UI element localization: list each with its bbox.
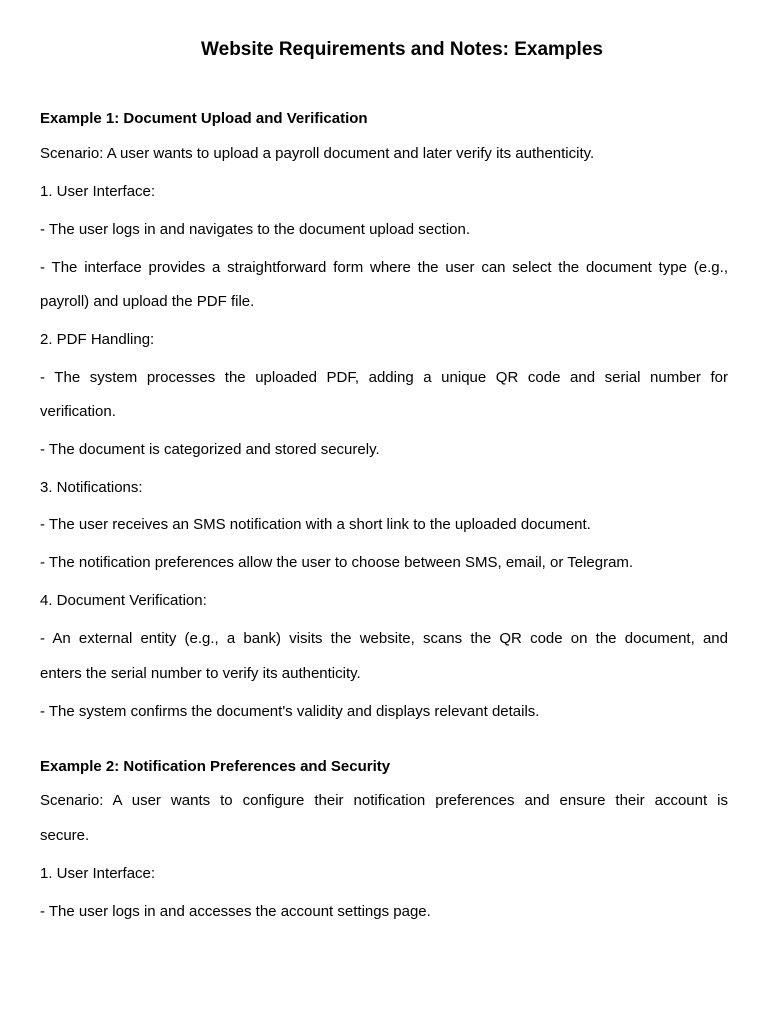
document-title: Website Requirements and Notes: Examples (201, 39, 603, 60)
example-1-section-2-item-1-line-2: verification. (40, 403, 116, 420)
example-1-section-2-title: 2. PDF Handling: (40, 331, 155, 348)
example-1-section-3-item-2: - The notification preferences allow the user to choose between SMS, email, or Telegram. (40, 554, 634, 571)
example-1-section-4-item-1-line-2: enters the serial number to verify its authenticity. (40, 665, 361, 682)
example-2-section-1-title: 1. User Interface: (40, 865, 156, 882)
example-1-section-2-item-1-line-1: - The system processes the uploaded PDF, adding a unique QR code and serial number for (40, 369, 728, 386)
example-2-scenario-line-2: secure. (40, 827, 90, 844)
example-1-section-1-item-2-line-1: - The interface provides a straightforward form where the user can select the document type (e.g., (40, 259, 728, 276)
example-1-heading: Example 1: Document Upload and Verification (40, 110, 368, 127)
example-1-section-3-item-1: - The user receives an SMS notification with a short link to the uploaded document. (40, 516, 591, 533)
example-2-heading: Example 2: Notification Preferences and Security (40, 758, 391, 775)
example-1-section-1-title: 1. User Interface: (40, 183, 156, 200)
example-1-section-4-item-2: - The system confirms the document's validity and displays relevant details. (40, 703, 540, 720)
example-1-section-1-item-2-line-2: payroll) and upload the PDF file. (40, 293, 255, 310)
example-2-section-1-item-1: - The user logs in and accesses the account settings page. (40, 903, 431, 920)
example-1-scenario: Scenario: A user wants to upload a payroll document and later verify its authenticity. (40, 145, 595, 162)
example-1-section-1-item-1: - The user logs in and navigates to the document upload section. (40, 221, 470, 238)
example-1-section-4-title: 4. Document Verification: (40, 592, 207, 609)
example-1-section-2-item-2: - The document is categorized and stored securely. (40, 441, 380, 458)
example-1-section-4-item-1-line-1: - An external entity (e.g., a bank) visits the website, scans the QR code on the document, and (40, 630, 728, 647)
example-1-section-3-title: 3. Notifications: (40, 479, 143, 496)
example-2-scenario-line-1: Scenario: A user wants to configure their notification preferences and ensure their account is (40, 792, 728, 809)
